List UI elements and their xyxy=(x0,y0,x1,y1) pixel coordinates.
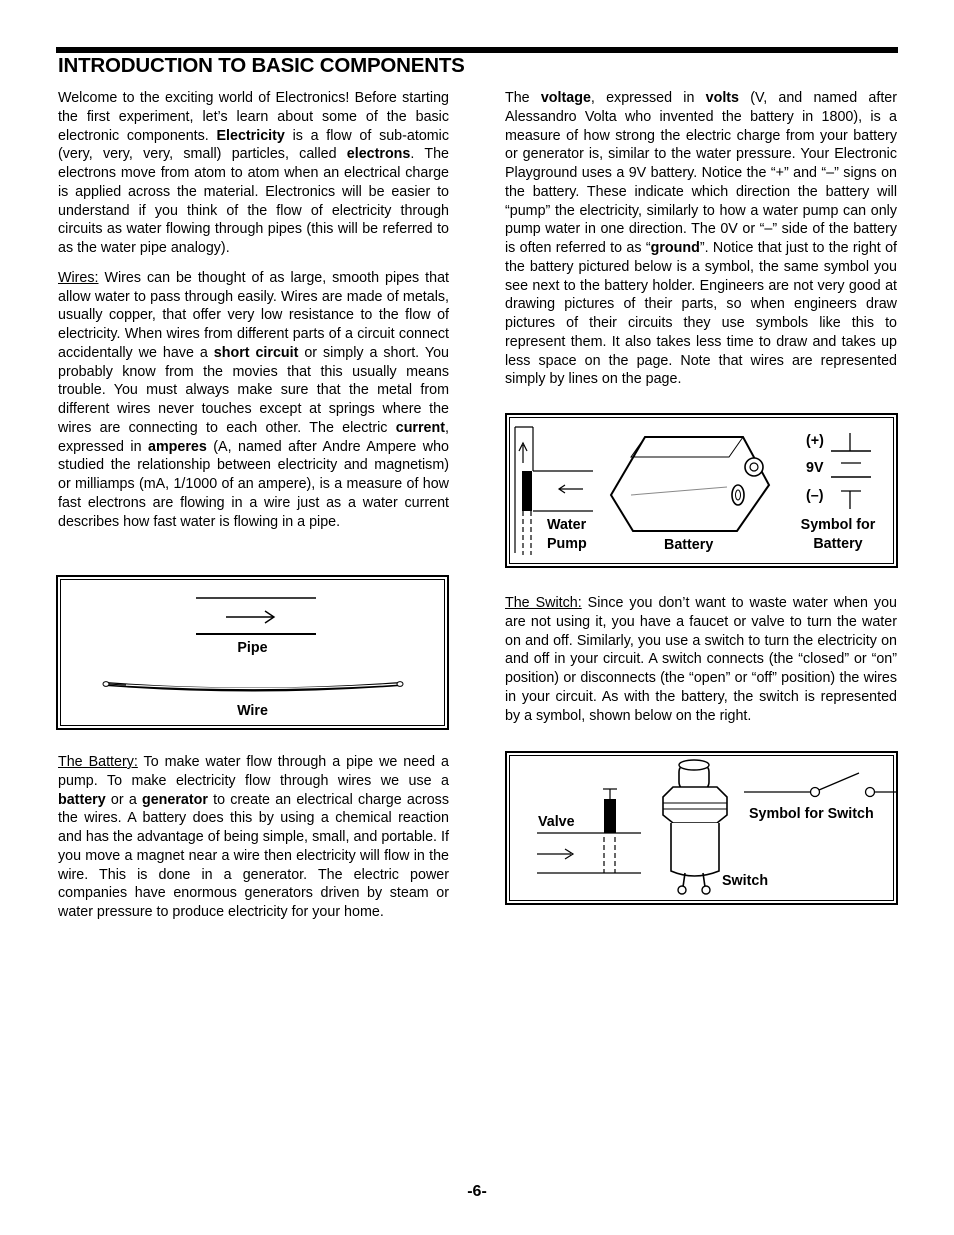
wires-heading: Wires: xyxy=(58,269,99,286)
term-current: current xyxy=(395,419,446,436)
term-battery: battery xyxy=(58,791,106,808)
switch-symbol-icon xyxy=(744,773,896,797)
page-title: INTRODUCTION TO BASIC COMPONENTS xyxy=(58,54,465,77)
valve-label: Valve xyxy=(538,814,575,830)
pushbutton-switch-icon xyxy=(663,760,727,894)
water-pump-label-2: Pump xyxy=(547,536,587,552)
term-ground: ground xyxy=(650,240,700,256)
switch-figure xyxy=(505,751,898,905)
switch-paragraph: The Switch: Since you don’t want to waste water when you are not using it, you have a faucet or valve to turn the water on and off. Similarly, you use a switch to turn the electricity on and off in your circuit. A switch connects (the “closed” or “on” position) or disconnects (the “open” or “off” position) the wires in your circuit. As with the battery, the switch is represented by a symbol, shown below on the right. xyxy=(505,595,897,724)
term-voltage: voltage xyxy=(540,90,591,106)
pipe-wire-figure xyxy=(56,575,449,730)
battery-heading: The Battery: xyxy=(58,754,138,770)
top-rule xyxy=(56,47,898,53)
wire-label: Wire xyxy=(237,703,268,719)
switch-heading: The Switch: xyxy=(505,595,582,611)
right-column-bottom xyxy=(505,594,897,725)
flow-arrow-icon xyxy=(226,611,274,623)
battery-9v-icon xyxy=(611,437,769,531)
water-pump-label-1: Water xyxy=(547,517,587,533)
term-amperes: amperes xyxy=(148,438,207,455)
term-electricity: Electricity xyxy=(216,127,285,144)
battery-label: Battery xyxy=(664,537,714,553)
term-generator: generator xyxy=(141,791,208,808)
switch-symbol-label: Symbol for Switch xyxy=(749,806,874,822)
voltage-paragraph: The voltage, expressed in volts (V, and named after Alessandro Volta who invented the battery in 1800), is a measure of how strong the electric charge from your battery or generator is, similar to the water pressure. Your Electronic Playground uses a 9V battery. Notice the “+” and “–” signs on the battery. These indicate which direction the battery will “pump” the electricity, similarly to how a water pump can only pump water in one direction. The 0V or “–” side of the battery is often referred to as “ground”. Notice that just to the right of the battery pictured below is a symbol, the same symbol you see next to the battery holder. Engineers are not very good at drawing pictures of their parts, so when engineers draw pictures of their circuits they use symbols like this to represent them. It also takes less time to draw and takes up less space on the page. Note that wires are represented simply by lines on the page. xyxy=(505,90,898,388)
plus-label: (+) xyxy=(806,433,824,449)
term-short-circuit: short circuit xyxy=(213,344,299,361)
volts-label: 9V xyxy=(806,460,824,476)
battery-symbol-icon xyxy=(831,433,871,509)
right-column-top xyxy=(505,89,897,389)
left-column-bottom xyxy=(58,753,449,922)
minus-label: (–) xyxy=(806,488,824,504)
pipe-label: Pipe xyxy=(237,640,268,656)
battery-figure xyxy=(505,413,898,568)
page-number: -6- xyxy=(467,1183,487,1200)
wire-drawing-icon xyxy=(103,682,403,690)
left-column-top xyxy=(58,89,449,531)
intro-paragraph: Welcome to the exciting world of Electronics! Before starting the first experiment, let’s learn about some of the basic electronic components. Electricity is a flow of sub-atomic (very, very, very, small) particles, called electrons. The electrons move from atom to atom when an electrical charge is applied across the material. Electronics will be easier to understand if you think of the flow of electricity through circuits as water flowing through pipes (this will be referred to as the water pipe analogy). xyxy=(58,90,449,256)
term-electrons: electrons xyxy=(346,146,411,163)
switch-label: Switch xyxy=(722,873,769,889)
battery-symbol-label-2: Battery xyxy=(813,536,863,552)
battery-symbol-label-1: Symbol for xyxy=(800,517,876,533)
wires-paragraph: Wires: Wires can be thought of as large, smooth pipes that allow water to pass through easily. Wires are made of metals, usually copper, that offer very low resistance to the flow of electricity. When wires from different parts of a circuit connect accidentally we have a short circuit or simply a short. You probably know from the movies that this usually means trouble. You must always make sure that the metal from different wires never touches except at springs where the wires are connecting to each other. The electric current, expressed in amperes (A, named after Andre Ampere who studied the relationship between electricity and magnetism) or milliamps (mA, 1/1000 of an ampere), is a measure of how fast electrons are flowing in a wire just as a water current describes how fast water is flowing in a pipe. xyxy=(58,269,449,530)
battery-paragraph: The Battery: To make water flow through a pipe we need a pump. To make electricity flow through wires we use a battery or a generator to create an electrical charge across the wires. A battery does this by using a chemical reaction and has the advantage of being simple, small, and portable. If you move a magnet near a wire then electricity will flow in the wire. This is done in a generator. The electric power companies have enormous generators driven by steam or water pressure to produce electricity for your home. xyxy=(58,754,449,920)
term-volts: volts xyxy=(705,90,740,106)
